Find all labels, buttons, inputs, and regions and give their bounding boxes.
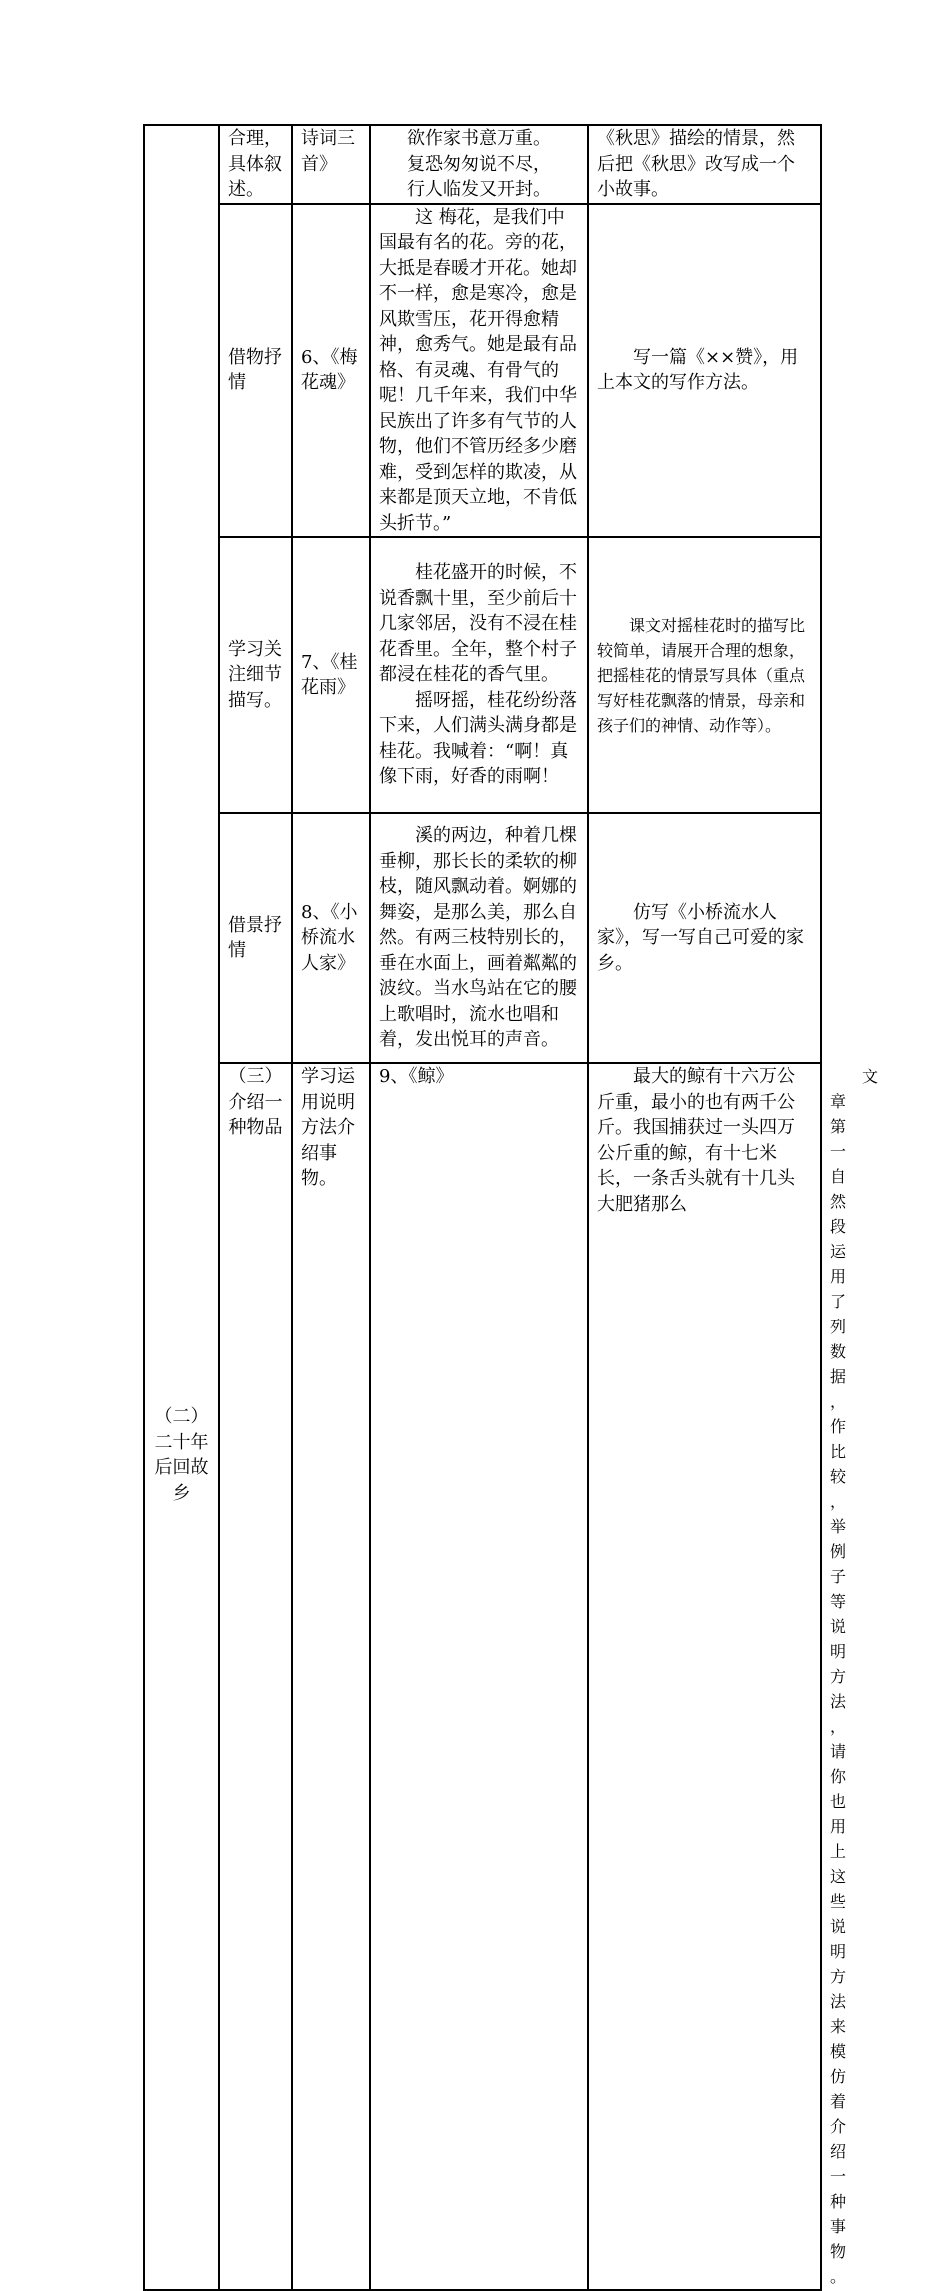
title-cell — [292, 537, 370, 813]
task-cell — [588, 813, 821, 1063]
task-text: 仿写《小桥流水人家》，写一写自己可爱的家乡。 — [597, 901, 804, 974]
point-text: 借景抒情 — [228, 914, 282, 961]
title-text: 9、《鲸》 — [379, 1066, 454, 1087]
excerpt-line: 欲作家书意万重。 — [407, 128, 551, 149]
title-cell — [292, 813, 370, 1063]
unit-label: （二）二十年后回故乡 — [154, 1406, 209, 1504]
unit-label: （三）介绍一种物品 — [228, 1066, 283, 1138]
table-row — [144, 813, 821, 1063]
point-cell — [219, 125, 292, 204]
excerpt-text: 这 梅花，是我们中国最有名的花。旁的花，大抵是春暖才开花。她却不一样，愈是寒冷，愈是风欺雪压，花开得愈精神，愈秀气。她是最有品格、有灵魂、有骨气的呢！几千年来，我们中华民族出了许多有气节的人物，他们不管历经多少磨难，受到怎样的欺凌，从来都是顶天立地，不肯低头折节。” — [379, 206, 577, 534]
task-cell — [588, 204, 821, 538]
point-text: 借物抒情 — [228, 346, 282, 394]
excerpt-line: 行人临发又开封。 — [407, 179, 551, 200]
excerpt-line: 复恐匆匆说不尽， — [407, 153, 551, 175]
lesson-table — [143, 124, 879, 2291]
excerpt-cell — [370, 125, 588, 204]
excerpt-paragraph: 桂花盛开的时候，不说香飘十里，至少前后十几家邻居，没有不浸在桂花香里。全年，整个村子都浸在桂花的香气里。 — [379, 562, 577, 686]
title-text: 诗词三首》 — [301, 128, 355, 175]
title-text: 8、《小桥流水人家》 — [301, 901, 358, 974]
point-cell — [219, 204, 292, 538]
point-cell — [292, 1063, 370, 2290]
excerpt-text: 溪的两边，种着几棵垂柳，那长长的柔软的柳枝，随风飘动着。婀娜的舞姿，是那么美，那么自然。有两三枝特别长的，垂在水面上，画着粼粼的波纹。当水鸟站在它的腰上歌唱时，流水也唱和着，发出悦耳的声音。 — [379, 825, 577, 1051]
title-cell — [292, 204, 370, 538]
table-row: （三）介绍一种物品 学习运用说明方法介绍事物。 9、《鲸》 最大的鲸有十六万公斤重，最小的也有两千公斤。我国捕获过一头四万公斤重的鲸，有十七米长，一条舌头就有十几头大肥猪那么 文章第一自然段运用了列数据，作比较，举例子等说明方法，请你也用上这些说明方法来模仿着介绍一种事物。 — [144, 1063, 821, 2290]
excerpt-cell — [370, 537, 588, 813]
task-text: 写一篇《××赞》，用上本文的写作方法。 — [597, 346, 799, 394]
title-cell — [370, 1063, 588, 2290]
point-cell — [219, 537, 292, 813]
task-cell — [588, 537, 821, 813]
task-text: 《秋思》描绘的情景，然后把《秋思》改写成一个小故事。 — [597, 128, 795, 200]
task-cell — [588, 125, 821, 204]
title-text: 7、《桂花雨》 — [301, 651, 358, 698]
title-cell — [292, 125, 370, 204]
task-text: 课文对摇桂花时的描写比较简单，请展开合理的想象，把摇桂花的情景写具体（重点写好桂花飘落的情景，母亲和孩子们的神情、动作等）。 — [597, 615, 806, 735]
point-text: 学习运用说明方法介绍事物。 — [301, 1066, 355, 1189]
unit-cell — [144, 125, 219, 2290]
excerpt-cell — [370, 204, 588, 538]
table-row — [144, 125, 821, 204]
table-row — [144, 204, 821, 538]
excerpt-text: 最大的鲸有十六万公斤重，最小的也有两千公斤。我国捕获过一头四万公斤重的鲸，有十七米长，一条舌头就有十几头大肥猪那么 — [597, 1066, 795, 1215]
table-row — [144, 537, 821, 813]
point-cell — [219, 813, 292, 1063]
excerpt-paragraph: 摇呀摇，桂花纷纷落下来，人们满头满身都是桂花。我喊着：“啊！真像下雨，好香的雨啊！ — [379, 689, 577, 788]
excerpt-cell — [588, 1063, 821, 2290]
excerpt-cell — [370, 813, 588, 1063]
title-text: 6、《梅花魂》 — [301, 346, 358, 394]
unit-cell — [219, 1063, 292, 2290]
point-text: 合理，具体叙述。 — [228, 128, 282, 200]
point-text: 学习关注细节描写。 — [228, 638, 282, 711]
